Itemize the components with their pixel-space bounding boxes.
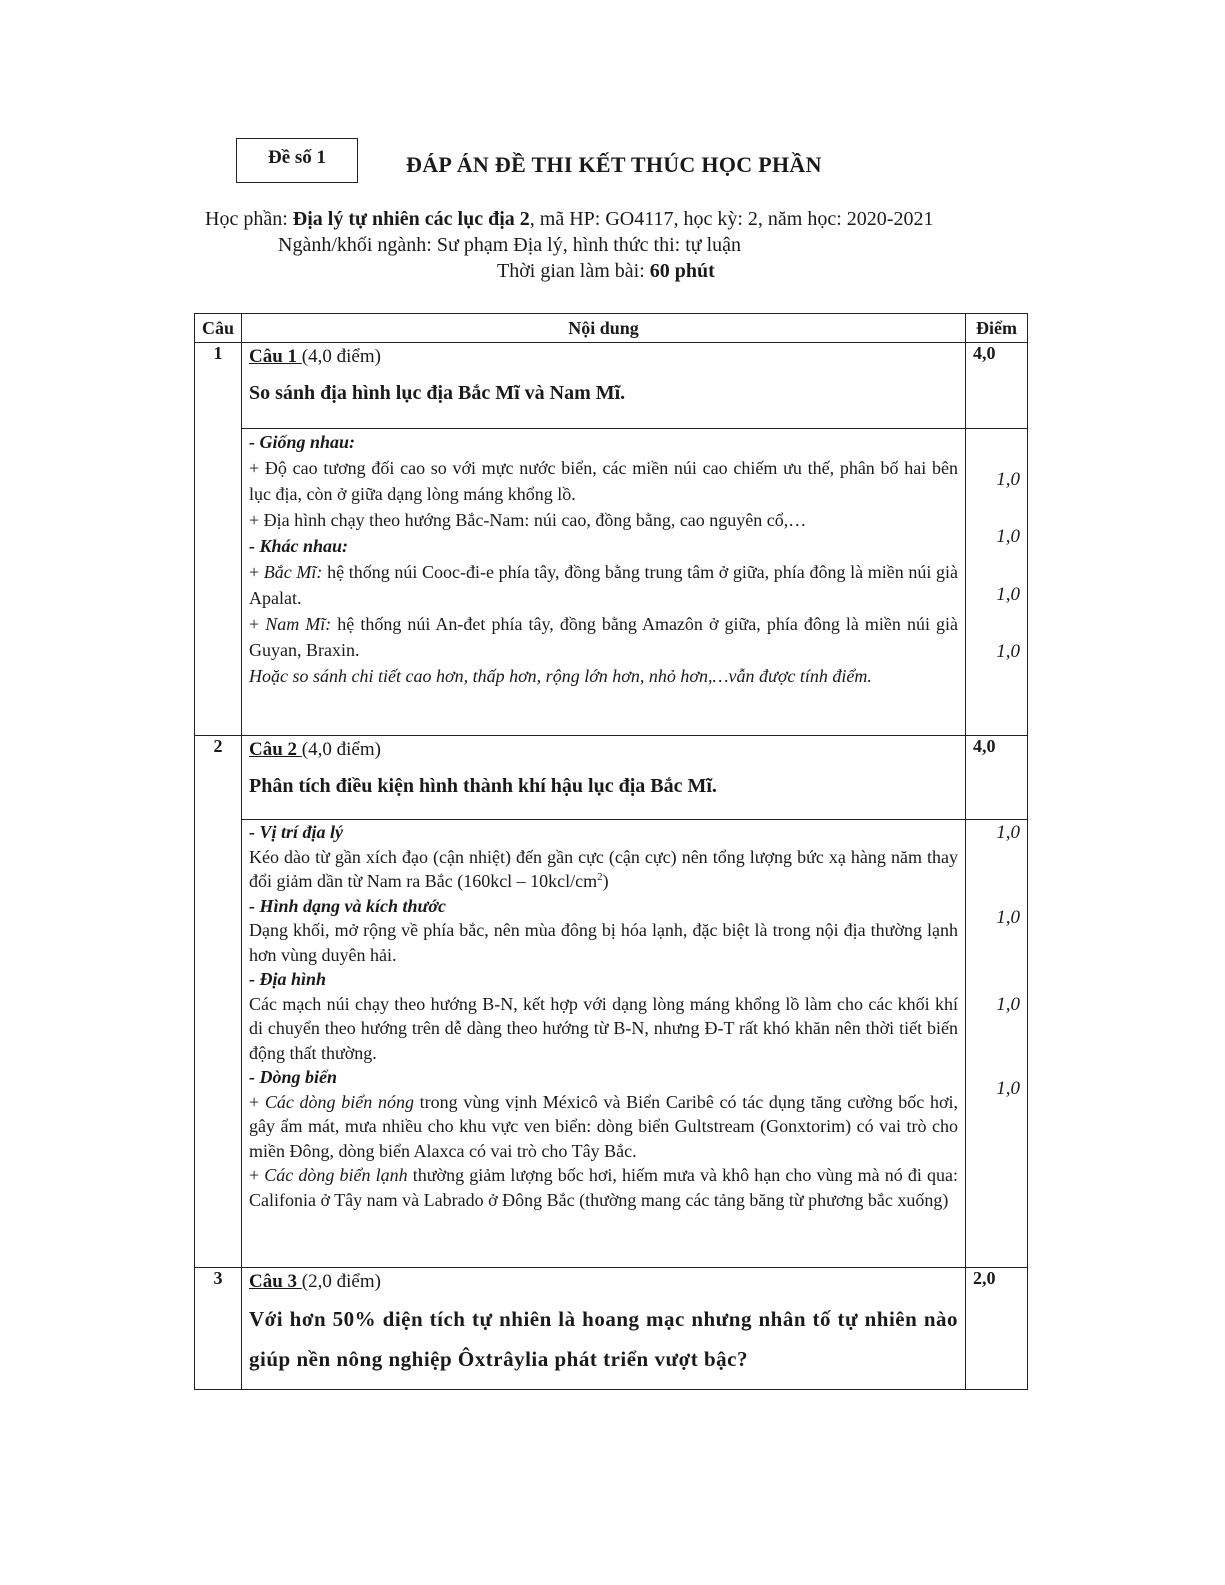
q1-similar-2: + Địa hình chạy theo hướng Bắc-Nam: núi cao, đồng bằng, cao nguyên cổ,…	[249, 510, 807, 530]
q2-geo-text	[249, 845, 958, 894]
q1-diff-2-text: hệ thống núi An-đet phía tây, đồng bằng Amazôn ở giữa, phía đông là miền núi già Guyan, Braxin.	[249, 614, 959, 660]
course-name: Địa lý tự nhiên các lục địa 2	[292, 208, 530, 230]
q2-cold-current	[249, 1163, 958, 1212]
q1-point-1: 1,0	[996, 469, 1020, 490]
q1-diff-2-prefix: +	[249, 614, 266, 634]
q2-points-column	[966, 820, 1028, 1268]
q2-shape-text: Dạng khối, mở rộng về phía bắc, nên mùa đông bị hóa lạnh, đặc biệt là trong nội địa thường lạnh hơn vùng duyên hải.	[249, 920, 958, 965]
q2-warm-text: trong vùng vịnh Méxicô và Biển Caribê có tác dụng tăng cường bốc hơi, gây ẩm mát, mưa nhiều cho khu vực ven biển: dòng biển Gultstream (Gonxtorim) có vai trò cho miền Đông, dòng biển Alaxca có vai trò cho Tây Bắc.	[249, 1091, 958, 1161]
table-header-row	[195, 314, 1028, 343]
q1-similar-heading: - Giống nhau:	[249, 432, 356, 452]
q2-point-1: 1,0	[996, 822, 1020, 843]
course-suffix: , mã HP: GO4117, học kỳ: 2, năm học: 2020-2021	[529, 208, 934, 230]
q2-terrain-text: Các mạch núi chạy theo hướng B-N, kết hợp với dạng lòng máng khổng lồ làm cho các khối khí di chuyển theo hướng trên dễ dàng theo hướng từ B-N, nhưng Đ-T rất khó khăn nên thời tiết biến động thất thường.	[249, 993, 958, 1063]
q1-note: Hoặc so sánh chi tiết cao hơn, thấp hơn, rộng lớn hơn, nhỏ hơn,…vẫn được tính điểm.	[249, 666, 872, 686]
q1-number: 1	[195, 343, 242, 736]
answer-table	[194, 313, 1028, 1390]
q2-title: Phân tích điều kiện hình thành khí hậu lục địa Bắc Mĩ.	[249, 775, 717, 797]
q2-point-3: 1,0	[996, 994, 1020, 1015]
q2-cold-text: thường giảm lượng bốc hơi, hiếm mưa và khô hạn cho vùng mà nó đi qua: Califonia ở Tây nam và Labrado ở Đông Bắc (thường mang các tảng băng từ phương bắc xuống)	[249, 1165, 958, 1210]
header-question: Câu	[195, 314, 242, 343]
q1-heading-cell	[242, 343, 966, 429]
q2-point-4: 1,0	[996, 1078, 1020, 1099]
q1-answer-row	[195, 429, 1028, 736]
q3-number: 3	[195, 1268, 242, 1390]
q1-answer	[242, 429, 966, 736]
q2-answer	[242, 820, 966, 1268]
q2-terrain-heading: - Địa hình	[249, 969, 327, 989]
q1-diff-1-prefix: +	[249, 562, 264, 582]
q2-warm-prefix: +	[249, 1091, 265, 1112]
q2-answer-row	[195, 820, 1028, 1268]
q1-point-3: 1,0	[996, 584, 1020, 605]
q3-title: Với hơn 50% diện tích tự nhiên là hoang mạc nhưng nhân tố tự nhiên nào giúp nền nông nghiệp Ôxtrâylia phát triển vượt bậc?	[249, 1307, 958, 1371]
q2-current-heading: - Dòng biển	[249, 1067, 338, 1087]
q1-point-4: 1,0	[996, 641, 1020, 662]
duration-value: 60 phút	[649, 260, 715, 282]
q2-cold-name: Các dòng biển lạnh	[264, 1165, 408, 1185]
q2-point-2: 1,0	[996, 907, 1020, 928]
q1-points-column	[966, 429, 1028, 736]
q1-diff-2-name: Nam Mĩ:	[265, 614, 332, 634]
q2-title-row	[195, 736, 1028, 820]
q2-warm-name: Các dòng biển nóng	[264, 1091, 414, 1112]
q3-heading-cell	[242, 1268, 966, 1390]
q3-row	[195, 1268, 1028, 1390]
q2-heading	[249, 736, 958, 761]
major-line: Ngành/khối ngành: Sư phạm Địa lý, hình thức thi: tự luận	[278, 234, 742, 256]
exam-code: Đề số 1	[267, 147, 327, 168]
q1-diff-1-name: Bắc Mĩ:	[263, 562, 323, 582]
q1-diff-1	[249, 559, 958, 611]
q2-shape-heading: - Hình dạng và kích thước	[249, 895, 446, 916]
q2-label: Câu 2	[249, 739, 302, 760]
q2-geo-end: )	[602, 871, 609, 891]
q2-points: (4,0 điểm)	[301, 739, 381, 760]
q2-warm-current	[249, 1090, 958, 1164]
q2-geo-sup: 2	[597, 871, 603, 883]
q1-title-row	[195, 343, 1028, 429]
q2-geo-body: Kéo dào từ gần xích đạo (cận nhiệt) đến gần cực (cận cực) nên tổng lượng bức xạ hàng năm thay đổi giảm dần từ Nam ra Bắc (160kcl – 10kcl/cm	[249, 846, 958, 891]
q1-title: So sánh địa hình lục địa Bắc Mĩ và Nam Mĩ.	[249, 382, 626, 404]
exam-code-box	[236, 138, 358, 183]
q3-score: 2,0	[966, 1268, 1028, 1390]
q1-heading	[249, 343, 958, 368]
q1-label: Câu 1	[249, 346, 302, 367]
duration-prefix: Thời gian làm bài:	[497, 260, 650, 282]
q2-score: 4,0	[966, 736, 1028, 820]
course-line	[205, 208, 933, 231]
q2-heading-cell	[242, 736, 966, 820]
q1-similar-1: + Độ cao tương đối cao so với mực nước biển, các miền núi cao chiếm ưu thế, phân bố hai bên lục địa, còn ở giữa dạng lòng máng khổng lồ.	[249, 458, 958, 504]
page-title: ĐÁP ÁN ĐỀ THI KẾT THÚC HỌC PHẦN	[406, 152, 822, 177]
q3-heading	[249, 1268, 958, 1293]
course-prefix: Học phần:	[205, 208, 293, 230]
q2-number: 2	[195, 736, 242, 1268]
q1-diff-heading: - Khác nhau:	[249, 536, 349, 556]
header-content: Nội dung	[242, 314, 966, 343]
q3-points: (2,0 điểm)	[301, 1271, 381, 1292]
q1-diff-2	[249, 611, 958, 663]
q1-score: 4,0	[966, 343, 1028, 429]
q1-points: (4,0 điểm)	[301, 346, 381, 367]
q3-label: Câu 3	[249, 1271, 302, 1292]
q1-point-2: 1,0	[996, 526, 1020, 547]
header-score: Điểm	[966, 314, 1028, 343]
q2-cold-prefix: +	[249, 1165, 265, 1185]
duration-line	[497, 260, 715, 283]
q1-diff-1-text: hệ thống núi Cooc-đi-e phía tây, đồng bằng trung tâm ở giữa, phía đông là miền núi già Apalat.	[249, 562, 958, 608]
q2-geo-heading: - Vị trí địa lý	[249, 822, 343, 842]
